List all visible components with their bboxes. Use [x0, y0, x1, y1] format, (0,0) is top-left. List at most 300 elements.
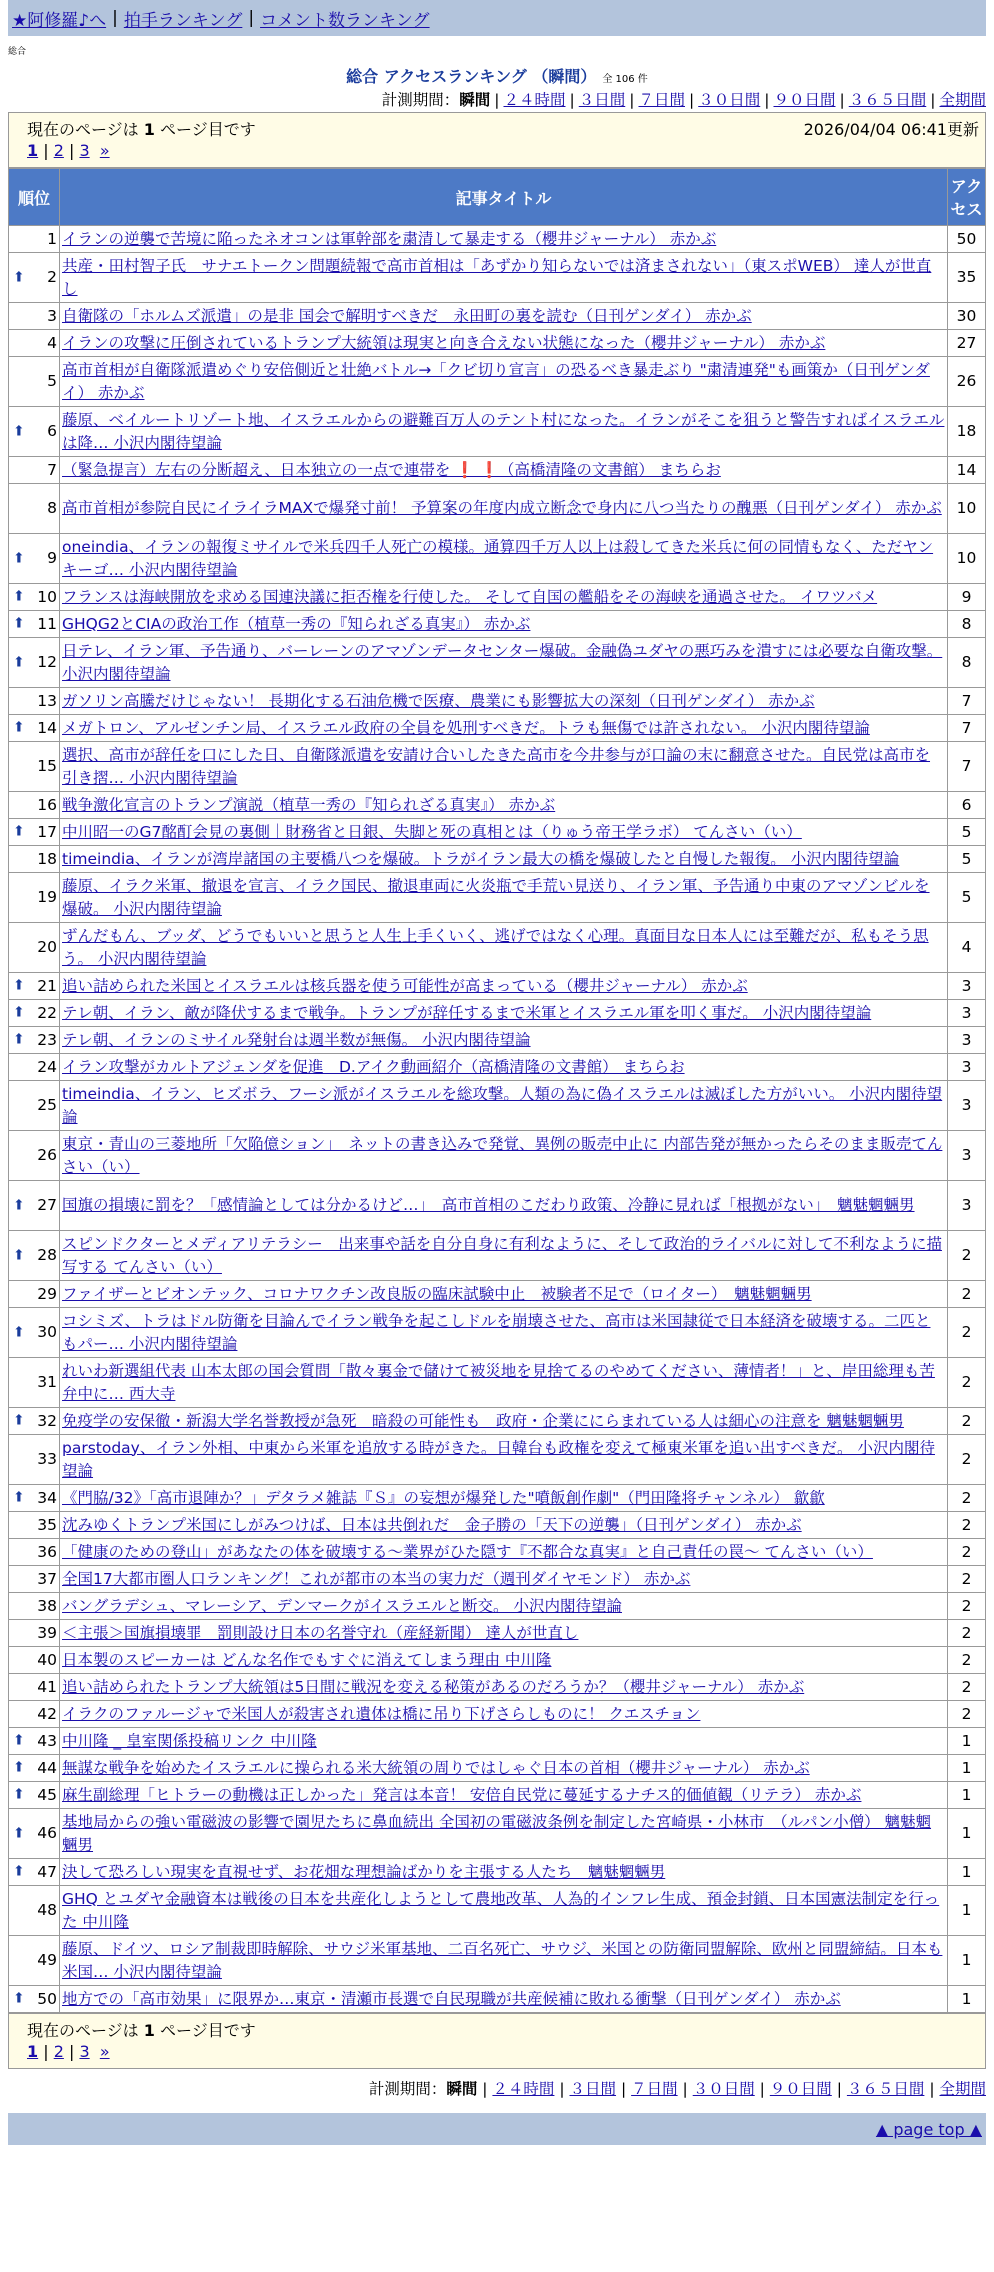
ranking-table — [8, 168, 986, 2013]
title-cell — [60, 1620, 948, 1647]
title-cell — [60, 1408, 948, 1435]
rank-cell — [9, 1081, 60, 1131]
access-count: 2 — [948, 1647, 986, 1674]
rank-cell — [9, 226, 60, 253]
page-1-link[interactable]: 1 — [27, 141, 39, 160]
table-row — [9, 484, 986, 534]
article-link[interactable]: 追い詰められた米国とイスラエルは核兵器を使う可能性が高まっている（櫻井ジャーナル） 赤かぶ — [62, 976, 748, 995]
article-link[interactable]: 中川昭一のG7酩酊会見の裏側｜財務省と日銀、失脚と死の真相とは（りゅう帝王学ラボ） てんさい（い） — [62, 822, 802, 841]
title-cell — [60, 1485, 948, 1512]
article-link[interactable]: 共産・田村智子氏 サナエトークン問題続報で高市首相は「あずかり知らないでは済まされない」（東スポWEB） 達人が世直し — [62, 256, 932, 298]
rank-number: 28 — [37, 1246, 57, 1264]
access-count: 2 — [948, 1620, 986, 1647]
next-page-link[interactable]: » — [99, 2042, 110, 2061]
table-row — [9, 1281, 986, 1308]
rank-number: 21 — [37, 976, 57, 995]
table-row — [9, 1936, 986, 1986]
article-link[interactable]: 沈みゆくトランプ米国にしがみつけば、日本は共倒れだ 金子勝の「天下の逆襲」（日刊ゲンダイ） 赤かぶ — [62, 1515, 802, 1534]
article-link[interactable]: 高市首相が参院自民にイライラMAXで爆発寸前！ 予算案の年度内成立断念で身内に八つ当たりの醜悪（日刊ゲンダイ） 赤かぶ — [62, 499, 942, 517]
access-count: 6 — [948, 792, 986, 819]
title-cell — [60, 1281, 948, 1308]
rank-up-arrow-icon: ⬆ — [13, 550, 25, 566]
table-row — [9, 1620, 986, 1647]
access-count: 2 — [948, 1674, 986, 1701]
access-count: 2 — [948, 1308, 986, 1358]
rank-cell — [9, 846, 60, 873]
period-all[interactable]: 全期間 — [939, 2080, 986, 2098]
article-link[interactable]: 高市首相が自衛隊派遣めぐり安倍側近と壮絶バトル→「クビ切り宣言」の恐るべき暴走ぶり "粛清連発"も画策か（日刊ゲンダイ） 赤かぶ — [62, 360, 930, 402]
access-count: 1 — [948, 1986, 986, 2013]
table-row — [9, 1181, 986, 1231]
rank-number: 1 — [47, 229, 57, 248]
period-90d[interactable]: ９０日間 — [773, 91, 836, 109]
rank-cell — [9, 1859, 60, 1886]
rank-number: 2 — [47, 268, 57, 286]
table-row — [9, 715, 986, 742]
period-24h[interactable]: ２４時間 — [492, 2080, 555, 2098]
table-row — [9, 1809, 986, 1859]
rank-number: 22 — [37, 1003, 57, 1022]
title-cell — [60, 742, 948, 792]
article-link[interactable]: 日本製のスピーカーは どんな名作でもすぐに消えてしまう理由 中川隆 — [62, 1650, 552, 1669]
access-count: 8 — [948, 638, 986, 688]
table-row — [9, 1986, 986, 2013]
article-link[interactable]: 無謀な戦争を始めたイスラエルに操られる米大統領の周りではしゃぐ日本の首相（櫻井ジャーナル） 赤かぶ — [62, 1758, 810, 1777]
period-selector-bottom: 計測期間：瞬間 | ２４時間 | ３日間 | ７日間 | ３０日間 | ９０日間 | ３６５日間 | 全期間 — [368, 2080, 986, 2098]
title-cell — [60, 873, 948, 923]
article-link[interactable]: メガトロン、アルゼンチン局、イスラエル政府の全員を処刑すべきだ。トラも無傷では許されない。 小沢内閣待望論 — [62, 718, 870, 737]
comment-ranking-link[interactable]: コメント数ランキング — [260, 10, 430, 31]
rank-number: 27 — [37, 1196, 57, 1214]
rank-cell — [9, 1936, 60, 1986]
table-row — [9, 1131, 986, 1181]
rank-up-arrow-icon: ⬆ — [13, 1759, 25, 1776]
article-link[interactable]: 免疫学の安保徹・新潟大学名誉教授が急死 暗殺の可能性も 政府・企業ににらまれている人は細心の注意を 魑魅魍魎男 — [62, 1411, 904, 1430]
rank-cell — [9, 1728, 60, 1755]
access-count: 5 — [948, 873, 986, 923]
rank-cell — [9, 1512, 60, 1539]
rank-number: 19 — [37, 888, 57, 906]
rank-number: 16 — [37, 795, 57, 814]
updated-datetime: 2026/04/04 06:41更新 — [803, 120, 979, 139]
table-row — [9, 253, 986, 303]
table-row — [9, 1539, 986, 1566]
access-count: 26 — [948, 357, 986, 407]
rank-cell — [9, 357, 60, 407]
rank-up-arrow-icon: ⬆ — [13, 1324, 25, 1340]
title-cell — [60, 303, 948, 330]
title-cell — [60, 1000, 948, 1027]
article-link[interactable]: timeindia、イラン、ヒズボラ、フーシ派がイスラエルを総攻撃。人類の為に偽イスラエルは滅ぼした方がいい。 小沢内閣待望論 — [62, 1084, 943, 1126]
table-row — [9, 611, 986, 638]
article-link[interactable]: れいわ新選組代表 山本太郎の国会質問「散々裏金で儲けて被災地を見捨てるのやめてください、薄情者！」と、岸田総理も苦弁中に… 西大寺 — [62, 1361, 935, 1403]
rank-up-arrow-icon: ⬆ — [13, 615, 25, 632]
access-count: 18 — [948, 407, 986, 457]
table-row — [9, 1886, 986, 1936]
table-row — [9, 1027, 986, 1054]
access-count: 3 — [948, 973, 986, 1000]
top-nav-bar — [8, 0, 986, 36]
page-2-link[interactable]: 2 — [53, 141, 64, 160]
rank-cell — [9, 1986, 60, 2013]
col-title: 記事タイトル — [60, 169, 948, 226]
rank-number: 20 — [37, 938, 57, 956]
article-link[interactable]: GHQG2とCIAの政治工作（植草一秀の『知られざる真実』） 赤かぶ — [62, 614, 531, 633]
title-cell — [60, 1674, 948, 1701]
rank-number: 17 — [37, 822, 57, 841]
table-row — [9, 226, 986, 253]
article-link[interactable]: 藤原、ドイツ、ロシア制裁即時解除、サウジ米軍基地、二百名死亡、サウジ、米国との防衛同盟解除、欧州と同盟締結。日本も米国… 小沢内閣待望論 — [62, 1939, 943, 1981]
rank-cell — [9, 873, 60, 923]
table-row — [9, 1647, 986, 1674]
access-count: 2 — [948, 1512, 986, 1539]
rank-number: 9 — [47, 549, 57, 567]
rank-number: 7 — [47, 460, 57, 479]
rank-cell — [9, 923, 60, 973]
rank-number: 48 — [37, 1901, 57, 1919]
rank-cell — [9, 1408, 60, 1435]
article-link[interactable]: （緊急提言）左右の分断超え、日本独立の一点で連帯を ❗ ❗（高橋清隆の文書館） まちらお — [62, 460, 721, 479]
rank-cell — [9, 1435, 60, 1485]
page-title — [0, 64, 994, 86]
rank-number: 37 — [37, 1569, 57, 1588]
table-row — [9, 303, 986, 330]
rank-number: 26 — [37, 1146, 57, 1164]
rank-cell — [9, 1281, 60, 1308]
title-cell — [60, 1512, 948, 1539]
period-selector: 計測期間：瞬間 | ２４時間 | ３日間 | ７日間 | ３０日間 | ９０日間 | ３６５日間 | 全期間 — [381, 91, 986, 109]
table-row — [9, 1054, 986, 1081]
table-row — [9, 1231, 986, 1281]
title-cell — [60, 792, 948, 819]
title-cell — [60, 1054, 948, 1081]
rank-up-arrow-icon: ⬆ — [13, 1863, 25, 1880]
access-count: 5 — [948, 846, 986, 873]
page-top-link[interactable]: ▲ page top ▲ — [875, 2119, 982, 2139]
rank-cell — [9, 1308, 60, 1358]
title-cell — [60, 1782, 948, 1809]
article-link[interactable]: イラクのファルージャで米国人が殺害され遺体は橋に吊り下げさらしものに！ クエスチョン — [62, 1704, 701, 1723]
rank-cell — [9, 407, 60, 457]
access-count: 7 — [948, 742, 986, 792]
article-link[interactable]: イランの攻撃に圧倒されているトランプ大統領は現実と向き合えない状態になった（櫻井ジャーナル） 赤かぶ — [62, 333, 826, 352]
page-1-link[interactable]: 1 — [27, 2042, 39, 2061]
article-link[interactable]: 決して恐ろしい現実を直視せず、お花畑な理想論ばかりを主張する人たち 魑魅魍魎男 — [62, 1862, 666, 1881]
table-row — [9, 688, 986, 715]
table-row — [9, 846, 986, 873]
access-count: 2 — [948, 1358, 986, 1408]
rank-cell — [9, 1886, 60, 1936]
article-link[interactable]: フランスは海峡開放を求める国連決議に拒否権を行使した。 そして自国の艦船をその海峡を通過させた。 イワツバメ — [62, 587, 878, 606]
title-cell — [60, 226, 948, 253]
rank-up-arrow-icon: ⬆ — [13, 1786, 25, 1803]
article-link[interactable]: 「健康のための登山」があなたの体を破壊する〜業界がひた隠す『不都合な真実』と自己責任の罠〜 てんさい（い） — [62, 1542, 873, 1561]
period-all[interactable]: 全期間 — [939, 91, 986, 109]
rank-number: 29 — [37, 1284, 57, 1303]
rank-number: 13 — [37, 691, 57, 710]
period-7d[interactable]: ７日間 — [638, 91, 685, 109]
rank-number: 6 — [47, 422, 57, 440]
table-row — [9, 534, 986, 584]
access-count: 30 — [948, 303, 986, 330]
rank-up-arrow-icon: ⬆ — [13, 823, 25, 840]
title-cell — [60, 534, 948, 584]
pagination: 1 | 2 | 3 » — [27, 141, 110, 160]
rank-number: 24 — [37, 1057, 57, 1076]
rank-cell — [9, 253, 60, 303]
page-2-link[interactable]: 2 — [53, 2042, 64, 2061]
table-row — [9, 638, 986, 688]
article-link[interactable]: 全国17大都市圏人口ランキング！これが都市の本当の実力だ（週刊ダイヤモンド） 赤かぶ — [62, 1569, 691, 1588]
access-count: 3 — [948, 1000, 986, 1027]
table-row — [9, 1081, 986, 1131]
article-link[interactable]: oneindia、イランの報復ミサイルで米兵四千人死亡の模様。通算四千万人以上は殺してきた米兵に何の同情もなく、ただヤンキーゴ… 小沢内閣待望論 — [62, 537, 934, 579]
article-link[interactable]: 地方での「高市効果」に限界か…東京・清瀬市長選で自民現職が共産候補に敗れる衝撃（日刊ゲンダイ） 赤かぶ — [62, 1989, 841, 2008]
access-count: 2 — [948, 1539, 986, 1566]
rank-cell — [9, 1000, 60, 1027]
rank-up-arrow-icon: ⬆ — [13, 1732, 25, 1749]
title-cell — [60, 1593, 948, 1620]
rank-up-arrow-icon: ⬆ — [13, 1197, 25, 1213]
title-cell — [60, 611, 948, 638]
rank-cell — [9, 611, 60, 638]
rank-up-arrow-icon: ⬆ — [13, 719, 25, 736]
article-link[interactable]: テレ朝、イラン、敵が降伏するまで戦争。トランプが辞任するまで米軍とイスラエル軍を叩く事だ。 小沢内閣待望論 — [62, 1003, 872, 1022]
rank-cell — [9, 1674, 60, 1701]
article-link[interactable]: ずんだもん、ブッダ、どうでもいいと思うと人生上手くいく、逃げではなく心理。真面目な日本人には至難だが、私もそう思う。 小沢内閣待望論 — [62, 926, 929, 968]
nav-separator: | — [112, 8, 118, 28]
rank-number: 5 — [47, 372, 57, 390]
rank-up-arrow-icon: ⬆ — [13, 588, 25, 605]
rank-up-arrow-icon: ⬆ — [13, 269, 25, 285]
period-365d[interactable]: ３６５日間 — [848, 91, 927, 109]
access-count: 5 — [948, 819, 986, 846]
period-3d[interactable]: ３日間 — [578, 91, 626, 109]
table-row — [9, 1512, 986, 1539]
rank-cell — [9, 1027, 60, 1054]
title-cell — [60, 923, 948, 973]
article-link[interactable]: 国旗の損壊に罰を？「感情論としては分かるけど…」 高市首相のこだわり政策、冷静に見れば「根拠がない」 魑魅魍魎男 — [62, 1196, 915, 1214]
table-row — [9, 973, 986, 1000]
table-row — [9, 923, 986, 973]
rank-cell — [9, 715, 60, 742]
access-count: 1 — [948, 1809, 986, 1859]
rank-number: 46 — [37, 1824, 57, 1842]
article-link[interactable]: 追い詰められたトランプ大統領は5日間に戦況を変える秘策があるのだろうか？（櫻井ジャーナル） 赤かぶ — [62, 1677, 805, 1696]
title-cell — [60, 1308, 948, 1358]
title-cell — [60, 1986, 948, 2013]
article-link[interactable]: イラン攻撃がカルトアジェンダを促進 D.アイク動画紹介（高橋清隆の文書館） まちらお — [62, 1057, 685, 1076]
article-link[interactable]: parstoday、イラン外相、中東から米軍を追放する時がきた。日韓台も政権を変えて極東米軍を追い出すべきだ。 小沢内閣待望論 — [62, 1438, 935, 1480]
title-cell — [60, 1131, 948, 1181]
title-cell — [60, 1701, 948, 1728]
access-count: 14 — [948, 457, 986, 484]
access-count: 1 — [948, 1728, 986, 1755]
rank-up-arrow-icon: ⬆ — [13, 1489, 25, 1506]
article-link[interactable]: テレ朝、イランのミサイル発射台は週半数が無傷。 小沢内閣待望論 — [62, 1030, 531, 1049]
rank-cell — [9, 1181, 60, 1231]
rank-cell — [9, 584, 60, 611]
title-cell — [60, 1936, 948, 1986]
rank-up-arrow-icon: ⬆ — [13, 977, 25, 994]
rank-number: 33 — [37, 1450, 57, 1468]
table-row — [9, 330, 986, 357]
clap-ranking-link[interactable]: 拍手ランキング — [123, 10, 243, 31]
access-count: 50 — [948, 226, 986, 253]
access-count: 1 — [948, 1886, 986, 1936]
article-link[interactable]: 基地局からの強い電磁波の影響で園児たちに鼻血続出 全国初の電磁波条例を制定した宮崎県・小林市 （ルパン小僧） 魑魅魍魎男 — [62, 1812, 932, 1854]
title-cell — [60, 457, 948, 484]
rank-number: 30 — [37, 1323, 57, 1341]
rank-up-arrow-icon: ⬆ — [13, 1247, 25, 1263]
title-cell — [60, 1358, 948, 1408]
access-count: 3 — [948, 1131, 986, 1181]
rank-number: 36 — [37, 1542, 57, 1561]
table-row — [9, 1358, 986, 1408]
title-cell — [60, 1566, 948, 1593]
article-link[interactable]: 藤原、イラク米軍、撤退を宣言、イラク国民、撤退車両に火炎瓶で手荒い見送り、イラン軍、予告通り中東のアマゾンビルを爆破。 小沢内閣待望論 — [62, 876, 930, 918]
article-link[interactable]: 東京・青山の三菱地所「欠陥億ション」 ネットの書き込みで発覚、異例の販売中止に 内部告発が無かったらそのまま販売てんさい（い） — [62, 1134, 943, 1176]
table-row — [9, 1308, 986, 1358]
article-link[interactable]: 藤原、ベイルートリゾート地、イスラエルからの避難百万人のテント村になった。イランがそこを狙うと警告すればイスラエルは降… 小沢内閣待望論 — [62, 410, 945, 452]
table-row — [9, 1701, 986, 1728]
access-count: 2 — [948, 1281, 986, 1308]
rank-number: 23 — [37, 1030, 57, 1049]
access-count: 9 — [948, 584, 986, 611]
title-cell — [60, 1231, 948, 1281]
table-row — [9, 1782, 986, 1809]
article-link[interactable]: 戦争激化宣言のトランプ演説（植草一秀の『知られざる真実』） 赤かぶ — [62, 795, 556, 814]
rank-number: 44 — [37, 1758, 57, 1777]
rank-cell — [9, 638, 60, 688]
title-cell — [60, 1181, 948, 1231]
title-cell — [60, 357, 948, 407]
rank-number: 32 — [37, 1411, 57, 1430]
rank-number: 3 — [47, 306, 57, 325]
access-count: 2 — [948, 1566, 986, 1593]
article-link[interactable]: ＜主張＞国旗損壊罪 罰則設け日本の名誉守れ（産経新聞） 達人が世直し — [62, 1623, 579, 1642]
home-link[interactable]: ★阿修羅♪へ — [12, 10, 107, 31]
article-link[interactable]: timeindia、イランが湾岸諸国の主要橋八つを爆破。トラがイラン最大の橋を爆破したと自慢した報復。 小沢内閣待望論 — [62, 849, 900, 868]
period-24h[interactable]: ２４時間 — [503, 91, 566, 109]
rank-cell — [9, 1131, 60, 1181]
access-count: 3 — [948, 1181, 986, 1231]
article-link[interactable]: バングラデシュ、マレーシア、デンマークがイスラエルと断交。 小沢内閣待望論 — [62, 1596, 622, 1615]
title-cell — [60, 407, 948, 457]
rank-up-arrow-icon: ⬆ — [13, 423, 25, 439]
rank-up-arrow-icon: ⬆ — [13, 654, 25, 670]
rank-cell — [9, 457, 60, 484]
rank-number: 39 — [37, 1623, 57, 1642]
period-30d[interactable]: ３０日間 — [692, 2080, 755, 2098]
page-3-link[interactable]: 3 — [79, 141, 90, 160]
period-label: 計測期間： — [381, 91, 460, 109]
title-cell — [60, 1809, 948, 1859]
period-7d[interactable]: ７日間 — [631, 2080, 678, 2098]
article-link[interactable]: ファイザーとビオンテック、コロナワクチン改良版の臨床試験中止 被験者不足で（ロイター） 魑魅魍魎男 — [62, 1284, 812, 1303]
article-link[interactable]: 《門脇/32》「高市退陣か？」デタラメ雑誌『Ｓ』の妄想が爆発した"噴飯創作劇"（門田隆将チャンネル） 歙歙 — [62, 1488, 825, 1507]
article-link[interactable]: ガソリン高騰だけじゃない！ 長期化する石油危機で医療、農業にも影響拡大の深刻（日刊ゲンダイ） 赤かぶ — [62, 691, 815, 710]
table-row — [9, 1435, 986, 1485]
rank-up-arrow-icon: ⬆ — [13, 1825, 25, 1841]
page-3-link[interactable]: 3 — [79, 2042, 90, 2061]
rank-cell — [9, 1701, 60, 1728]
rank-number: 47 — [37, 1862, 57, 1881]
access-count: 3 — [948, 1027, 986, 1054]
period-90d[interactable]: ９０日間 — [769, 2080, 832, 2098]
table-row — [9, 742, 986, 792]
rank-number: 50 — [37, 1989, 57, 2008]
article-link[interactable]: 自衛隊の「ホルムズ派遣」の是非 国会で解明すべきだ 永田町の裏を読む（日刊ゲンダイ） 赤かぶ — [62, 306, 752, 325]
period-3d[interactable]: ３日間 — [569, 2080, 617, 2098]
access-count: 1 — [948, 1859, 986, 1886]
rank-number: 8 — [47, 499, 57, 517]
period-30d[interactable]: ３０日間 — [698, 91, 761, 109]
rank-up-arrow-icon: ⬆ — [13, 1990, 25, 2007]
access-count: 4 — [948, 923, 986, 973]
rank-cell — [9, 792, 60, 819]
rank-cell — [9, 534, 60, 584]
access-count: 2 — [948, 1485, 986, 1512]
table-row — [9, 407, 986, 457]
access-count: 35 — [948, 253, 986, 303]
table-row — [9, 457, 986, 484]
article-link[interactable]: 中川隆 _ 皇室関係投稿リンク 中川隆 — [62, 1731, 317, 1750]
category-label: 総合 — [8, 47, 27, 57]
rank-number: 43 — [37, 1731, 57, 1750]
current-page-text: 現在のページは 1 ページ目です — [27, 120, 256, 139]
article-link[interactable]: 日テレ、イラン軍、予告通り、バーレーンのアマゾンデータセンター爆破。金融偽ユダヤの悪巧みを潰すには必要な自衛攻撃。 小沢内閣待望論 — [62, 641, 943, 683]
period-365d[interactable]: ３６５日間 — [846, 2080, 925, 2098]
rank-number: 34 — [37, 1488, 57, 1507]
rank-number: 42 — [37, 1704, 57, 1723]
rank-up-arrow-icon: ⬆ — [13, 1004, 25, 1021]
item-count: 全 106 件 — [602, 74, 648, 85]
rank-number: 18 — [37, 849, 57, 868]
rank-number: 25 — [37, 1096, 57, 1114]
rank-cell — [9, 1809, 60, 1859]
rank-cell — [9, 1358, 60, 1408]
article-link[interactable]: コシミズ、トラはドル防衛を目論んでイラン戦争を起こしドルを崩壊させた、高市は米国隷従で日本経済を破壊する。二匹ともパー… 小沢内閣待望論 — [62, 1311, 931, 1353]
table-row — [9, 1485, 986, 1512]
rank-number: 45 — [37, 1785, 57, 1804]
rank-cell — [9, 330, 60, 357]
title-cell — [60, 1027, 948, 1054]
article-link[interactable]: スピンドクターとメディアリテラシー 出来事や話を自分自身に有利なように、そして政治的ライバルに対して不利なように描写する てんさい（い） — [62, 1234, 942, 1276]
table-row — [9, 584, 986, 611]
rank-cell — [9, 973, 60, 1000]
title-cell — [60, 330, 948, 357]
rank-number: 11 — [37, 614, 57, 633]
rank-cell — [9, 484, 60, 534]
title-cell — [60, 1728, 948, 1755]
article-link[interactable]: イランの逆襲で苦境に陥ったネオコンは軍幹部を粛清して暴走する（櫻井ジャーナル） 赤かぶ — [62, 229, 717, 248]
next-page-link[interactable]: » — [99, 141, 110, 160]
rank-cell — [9, 1755, 60, 1782]
table-row — [9, 1566, 986, 1593]
article-link[interactable]: GHQ とユダヤ金融資本は戦後の日本を共産化しようとして農地改革、人為的インフレ生成、預金封鎖、日本国憲法制定を行った 中川隆 — [62, 1889, 940, 1931]
table-row — [9, 819, 986, 846]
access-count: 10 — [948, 534, 986, 584]
article-link[interactable]: 選択、高市が辞任を口にした日、自衛隊派遣を安請け合いしたきた高市を今井参与が口論の末に翻意させた。自民党は高市を引き摺… 小沢内閣待望論 — [62, 745, 931, 787]
access-count: 2 — [948, 1593, 986, 1620]
rank-number: 40 — [37, 1650, 57, 1669]
title-cell — [60, 973, 948, 1000]
access-count: 8 — [948, 611, 986, 638]
table-row — [9, 873, 986, 923]
article-link[interactable]: 麻生副総理「ヒトラーの動機は正しかった」発言は本音！ 安倍自民党に蔓延するナチス的価値観（リテラ） 赤かぶ — [62, 1785, 862, 1804]
col-rank: 順位 — [9, 169, 60, 226]
